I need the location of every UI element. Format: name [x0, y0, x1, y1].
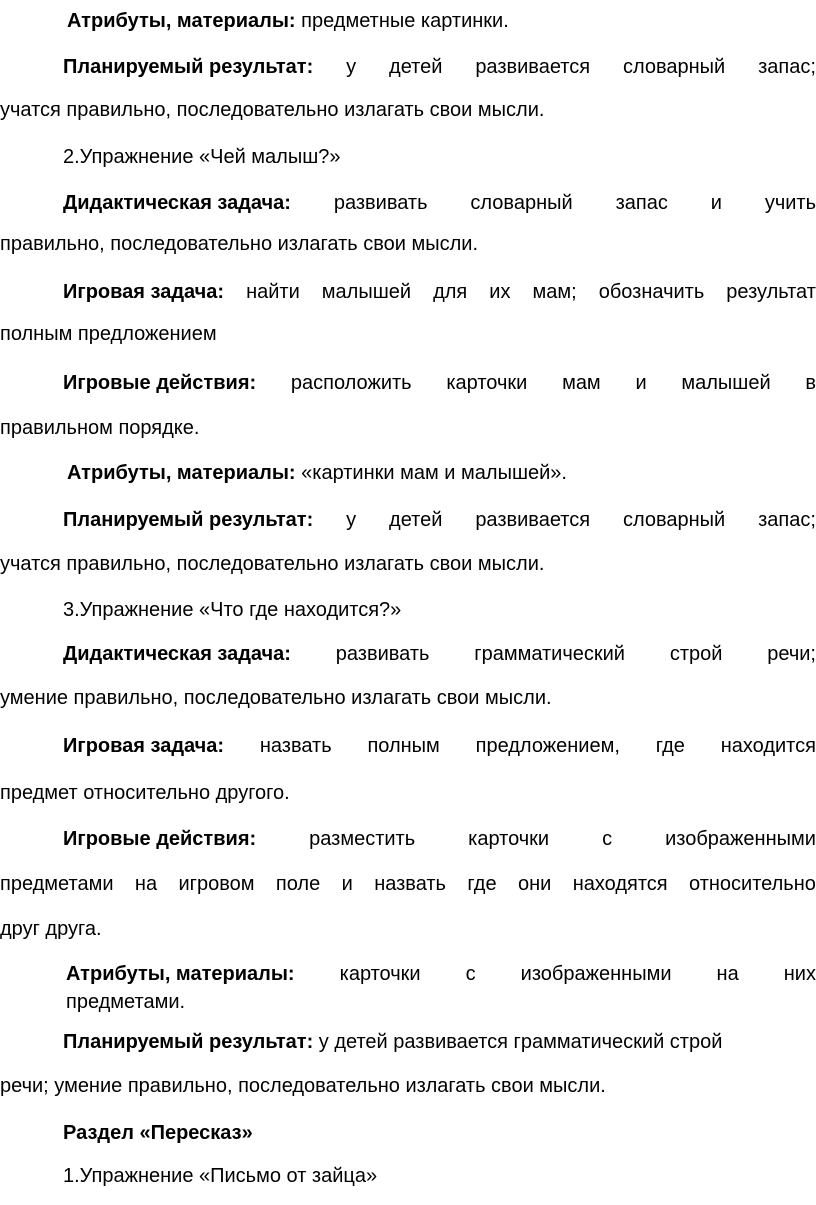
paragraph-continuation: предметами.: [66, 991, 186, 1013]
section-heading: Раздел «Пересказ»: [63, 1122, 253, 1144]
game-task-line: Игровая задача: найти малышей для их мам; обозначить результат: [63, 281, 816, 303]
planned-result-text: у детей развивается грамматический строй: [313, 1031, 723, 1053]
game-actions-label: Игровые действия:: [63, 372, 257, 394]
exercise-title: 1.Упражнение «Письмо от зайца»: [63, 1165, 378, 1187]
planned-result-line: [63, 1030, 722, 1054]
didactic-task-line: Дидактическая задача: развивать грамматический строй речи;: [63, 643, 816, 665]
game-task-label: Игровая задача:: [63, 281, 225, 303]
attributes-line: [67, 461, 567, 485]
attributes-label: Атрибуты, материалы:: [66, 963, 295, 985]
game-task-line: Игровая задача: назвать полным предложением, где находится: [63, 735, 816, 757]
didactic-task-line: Дидактическая задача: развивать словарный запас и учить: [63, 192, 816, 214]
game-actions-line: Игровые действия: расположить карточки мам и малышей в: [63, 372, 816, 394]
planned-result-line: Планируемый результат: у детей развивается словарный запас;: [63, 56, 816, 78]
game-actions-label: Игровые действия:: [63, 828, 257, 850]
paragraph-continuation: правильном порядке.: [0, 417, 200, 439]
attributes-label: Атрибуты, материалы:: [67, 10, 296, 32]
exercise-title: 2.Упражнение «Чей малыш?»: [63, 146, 341, 168]
attributes-text: предметные картинки.: [295, 10, 509, 32]
didactic-task-label: Дидактическая задача:: [63, 643, 291, 665]
paragraph-continuation: речи; умение правильно, последовательно излагать свои мысли.: [0, 1075, 606, 1097]
didactic-task-label: Дидактическая задача:: [63, 192, 291, 214]
attributes-label: Атрибуты, материалы:: [67, 462, 296, 484]
paragraph-continuation: правильно, последовательно излагать свои мысли.: [0, 233, 478, 255]
paragraph-continuation: друг друга.: [0, 918, 102, 940]
paragraph-continuation: учатся правильно, последовательно излагать свои мысли.: [0, 99, 545, 121]
attributes-text: «картинки мам и малышей».: [295, 462, 567, 484]
paragraph-continuation: предмет относительно другого.: [0, 782, 290, 804]
paragraph-continuation: умение правильно, последовательно излагать свои мысли.: [0, 687, 552, 709]
attributes-line: Атрибуты, материалы: карточки с изображенными на них: [66, 963, 816, 985]
planned-result-label: Планируемый результат:: [63, 509, 314, 531]
paragraph-line: предметами на игровом поле и назвать где они находятся относительно: [0, 873, 816, 895]
planned-result-label: Планируемый результат:: [63, 56, 314, 78]
planned-result-label: Планируемый результат:: [63, 1031, 314, 1053]
paragraph-continuation: учатся правильно, последовательно излагать свои мысли.: [0, 553, 545, 575]
paragraph-continuation: полным предложением: [0, 323, 217, 345]
game-actions-line: Игровые действия: разместить карточки с изображенными: [63, 828, 816, 850]
game-task-label: Игровая задача:: [63, 735, 225, 757]
exercise-title: 3.Упражнение «Что где находится?»: [63, 599, 402, 621]
attributes-line: [67, 9, 509, 33]
planned-result-line: Планируемый результат: у детей развивается словарный запас;: [63, 509, 816, 531]
